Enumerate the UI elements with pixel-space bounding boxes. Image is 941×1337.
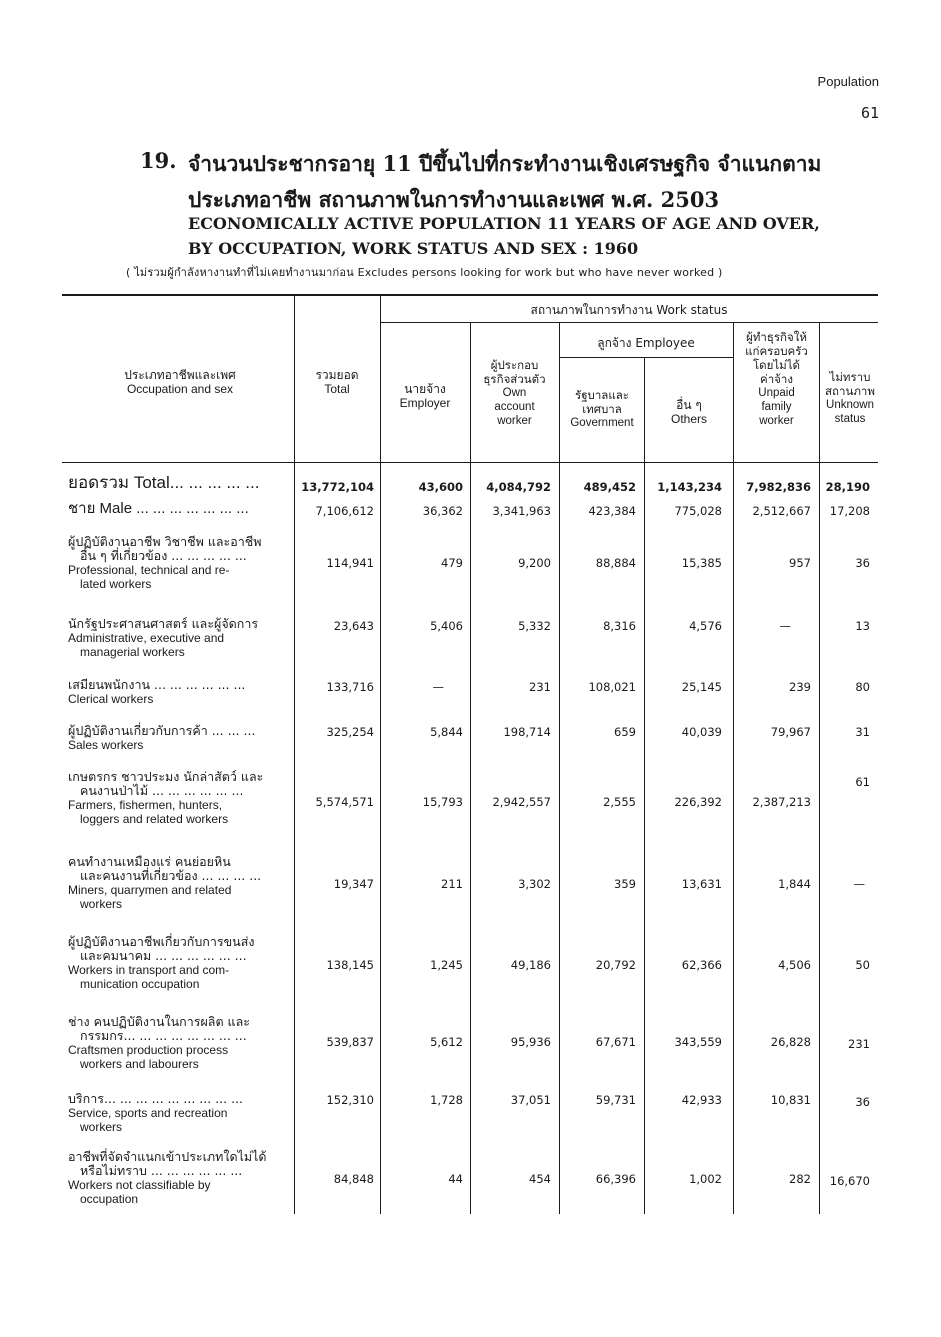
cell-others: 226,392 — [674, 795, 722, 809]
cell-unpaid: 26,828 — [770, 1035, 811, 1049]
table-number: 19. — [140, 148, 177, 173]
cell-unpaid: 239 — [789, 680, 811, 694]
cell-unpaid: 2,512,667 — [752, 504, 811, 518]
cell-others: 4,576 — [689, 619, 722, 633]
cell-employer: 5,612 — [430, 1035, 463, 1049]
cell-unknown: 17,208 — [829, 504, 870, 518]
col-divider-own — [470, 323, 471, 1214]
cell-own-account: 49,186 — [510, 958, 551, 972]
work-status-rule — [380, 322, 878, 323]
header-own-account: ผู้ประกอบ ธุรกิจส่วนตัว Own account worker — [483, 358, 546, 427]
header-unknown: ไม่ทราบ สถานภาพ Unknown status — [825, 370, 875, 425]
col-divider-gov — [559, 323, 560, 1214]
cell-others: 13,631 — [681, 877, 722, 891]
cell-unknown: 36 — [855, 1095, 870, 1109]
cell-employer: 1,245 — [430, 958, 463, 972]
cell-employer: 479 — [441, 556, 463, 570]
table-note: ( ไม่รวมผู้กำลังหางานทำที่ไม่เคยทำงานมาก่อน Excludes persons looking for work but who have never worked ) — [126, 266, 723, 279]
cell-total: 325,254 — [326, 725, 374, 739]
cell-own-account: 5,332 — [518, 619, 551, 633]
cell-own-account: 4,084,792 — [486, 480, 551, 494]
cell-unknown: — — [853, 877, 865, 891]
cell-government: 108,021 — [588, 680, 636, 694]
cell-total: 23,643 — [333, 619, 374, 633]
row-label-male: ชาย Male ... ... ... ... ... ... ... — [68, 500, 249, 517]
cell-employer: 15,793 — [422, 795, 463, 809]
cell-own-account: 198,714 — [503, 725, 551, 739]
cell-unpaid: 957 — [789, 556, 811, 570]
cell-total: 152,310 — [326, 1093, 374, 1107]
cell-total: 84,848 — [333, 1172, 374, 1186]
cell-government: 67,671 — [595, 1035, 636, 1049]
row-label-total: ยอดรวม Total... ... ... ... ... — [68, 473, 260, 492]
cell-total: 114,941 — [326, 556, 374, 570]
row-label-transport: ผู้ปฏิบัติงานอาชีพเกี่ยวกับการขนส่ง และคมนาคม ... ... ... ... ... ... Workers in transport and com- munication occupation — [68, 934, 255, 991]
cell-employer: 43,600 — [418, 480, 463, 494]
cell-own-account: 454 — [529, 1172, 551, 1186]
col-divider-employer — [380, 296, 381, 1214]
cell-own-account: 2,942,557 — [492, 795, 551, 809]
cell-employer: — — [432, 680, 444, 694]
cell-own-account: 231 — [529, 680, 551, 694]
cell-unpaid: 7,982,836 — [746, 480, 811, 494]
employee-rule — [559, 357, 733, 358]
cell-total: 19,347 — [333, 877, 374, 891]
header-employee: ลูกจ้าง Employee — [597, 336, 695, 350]
cell-employer: 1,728 — [430, 1093, 463, 1107]
cell-unpaid: 79,967 — [770, 725, 811, 739]
cell-total: 7,106,612 — [315, 504, 374, 518]
cell-government: 59,731 — [595, 1093, 636, 1107]
row-label-professional: ผู้ปฏิบัติงานอาชีพ วิชาชีพ และอาชีพ อื่น ๆ ที่เกี่ยวข้อง ... ... ... ... ... Professional, technical and re- lated workers — [68, 534, 262, 591]
cell-own-account: 95,936 — [510, 1035, 551, 1049]
cell-government: 489,452 — [583, 480, 636, 494]
cell-unpaid: — — [779, 619, 791, 633]
cell-total: 13,772,104 — [301, 480, 374, 494]
cell-others: 62,366 — [681, 958, 722, 972]
col-divider-total — [294, 296, 295, 1214]
cell-own-account: 9,200 — [518, 556, 551, 570]
row-label-farmers: เกษตรกร ชาวประมง นักล่าสัตว์ และ คนงานป่าไม้ ... ... ... ... ... ... Farmers, fishermen, hunters, loggers and related workers — [68, 769, 264, 826]
cell-unknown: 50 — [855, 958, 870, 972]
cell-employer: 36,362 — [422, 504, 463, 518]
cell-unknown: 31 — [855, 725, 870, 739]
cell-government: 66,396 — [595, 1172, 636, 1186]
cell-own-account: 3,302 — [518, 877, 551, 891]
cell-others: 343,559 — [674, 1035, 722, 1049]
cell-employer: 5,844 — [430, 725, 463, 739]
cell-unpaid: 4,506 — [778, 958, 811, 972]
header-employer: นายจ้าง Employer — [399, 382, 451, 410]
title-thai-line2: ประเภทอาชีพ สถานภาพในการทำงานและเพศ พ.ศ. 2503 — [188, 187, 720, 212]
cell-unpaid: 10,831 — [770, 1093, 811, 1107]
cell-others: 42,933 — [681, 1093, 722, 1107]
row-label-sales: ผู้ปฏิบัติงานเกี่ยวกับการค้า ... ... ... Sales workers — [68, 723, 256, 752]
cell-unpaid: 2,387,213 — [752, 795, 811, 809]
row-label-craftsmen: ช่าง คนปฏิบัติงานในการผลิต และ กรรมกร... ... ... ... ... ... ... ... Craftsmen production process workers and labourers — [68, 1014, 250, 1071]
header-unpaid: ผู้ทำธุรกิจให้ แก่ครอบครัว โดยไม่ได้ ค่าจ้าง Unpaid family worker — [745, 330, 808, 427]
section-label: Population — [817, 74, 879, 89]
cell-government: 359 — [614, 877, 636, 891]
cell-employer: 211 — [441, 877, 463, 891]
top-rule — [62, 294, 878, 296]
cell-employer: 44 — [448, 1172, 463, 1186]
title-english-line2: BY OCCUPATION, WORK STATUS AND SEX : 1960 — [188, 239, 639, 258]
cell-others: 40,039 — [681, 725, 722, 739]
header-others: อื่น ๆ Others — [670, 398, 707, 426]
header-total: รวมยอด Total — [315, 368, 359, 396]
cell-government: 8,316 — [603, 619, 636, 633]
col-divider-unpaid — [733, 323, 734, 1214]
title-thai-line1: จำนวนประชากรอายุ 11 ปีขึ้นไปที่กระทำงานเชิงเศรษฐกิจ จำแนกตาม — [188, 151, 822, 176]
header-occupation: ประเภทอาชีพและเพศ Occupation and sex — [124, 368, 236, 396]
cell-unknown: 36 — [855, 556, 870, 570]
cell-unpaid: 282 — [789, 1172, 811, 1186]
cell-government: 20,792 — [595, 958, 636, 972]
col-divider-unknown — [819, 323, 820, 1214]
cell-government: 659 — [614, 725, 636, 739]
row-label-clerical: เสมียนพนักงาน ... ... ... ... ... ... Clerical workers — [68, 677, 246, 706]
row-label-unclassified: อาชีพที่จัดจำแนกเข้าประเภทใดไม่ได้ หรือไม่ทราบ ... ... ... ... ... ... Workers not classifiable by occupation — [68, 1149, 267, 1206]
cell-others: 15,385 — [681, 556, 722, 570]
page-number: 61 — [860, 104, 879, 122]
cell-others: 1,143,234 — [657, 480, 722, 494]
cell-unknown: 80 — [855, 680, 870, 694]
cell-unknown: 16,670 — [829, 1174, 870, 1188]
cell-total: 138,145 — [326, 958, 374, 972]
cell-others: 1,002 — [689, 1172, 722, 1186]
cell-government: 423,384 — [588, 504, 636, 518]
col-divider-others — [644, 358, 645, 1214]
header-government: รัฐบาลและ เทศบาล Government — [570, 388, 634, 429]
row-label-miners: คนทำงานเหมืองแร่ คนย่อยหิน และคนงานที่เกี่ยวข้อง ... ... ... ... Miners, quarrymen and related workers — [68, 854, 262, 911]
header-work-status: สถานภาพในการทำงาน Work status — [530, 303, 728, 317]
cell-others: 775,028 — [674, 504, 722, 518]
title-english-line1: ECONOMICALLY ACTIVE POPULATION 11 YEARS OF AGE AND OVER, — [188, 214, 820, 233]
cell-total: 5,574,571 — [315, 795, 374, 809]
cell-total: 539,837 — [326, 1035, 374, 1049]
row-label-administrative: นักรัฐประศาสนศาสตร์ และผู้จัดการ Administrative, executive and managerial workers — [68, 616, 259, 659]
cell-own-account: 3,341,963 — [492, 504, 551, 518]
cell-government: 2,555 — [603, 795, 636, 809]
cell-unknown: 61 — [855, 775, 870, 789]
cell-employer: 5,406 — [430, 619, 463, 633]
cell-unknown: 13 — [855, 619, 870, 633]
cell-total: 133,716 — [326, 680, 374, 694]
cell-unpaid: 1,844 — [778, 877, 811, 891]
cell-government: 88,884 — [595, 556, 636, 570]
cell-unknown: 28,190 — [825, 480, 870, 494]
cell-others: 25,145 — [681, 680, 722, 694]
cell-own-account: 37,051 — [510, 1093, 551, 1107]
row-label-service: บริการ... ... ... ... ... ... ... ... ... Service, sports and recreation workers — [68, 1091, 244, 1134]
cell-unknown: 231 — [848, 1037, 870, 1051]
